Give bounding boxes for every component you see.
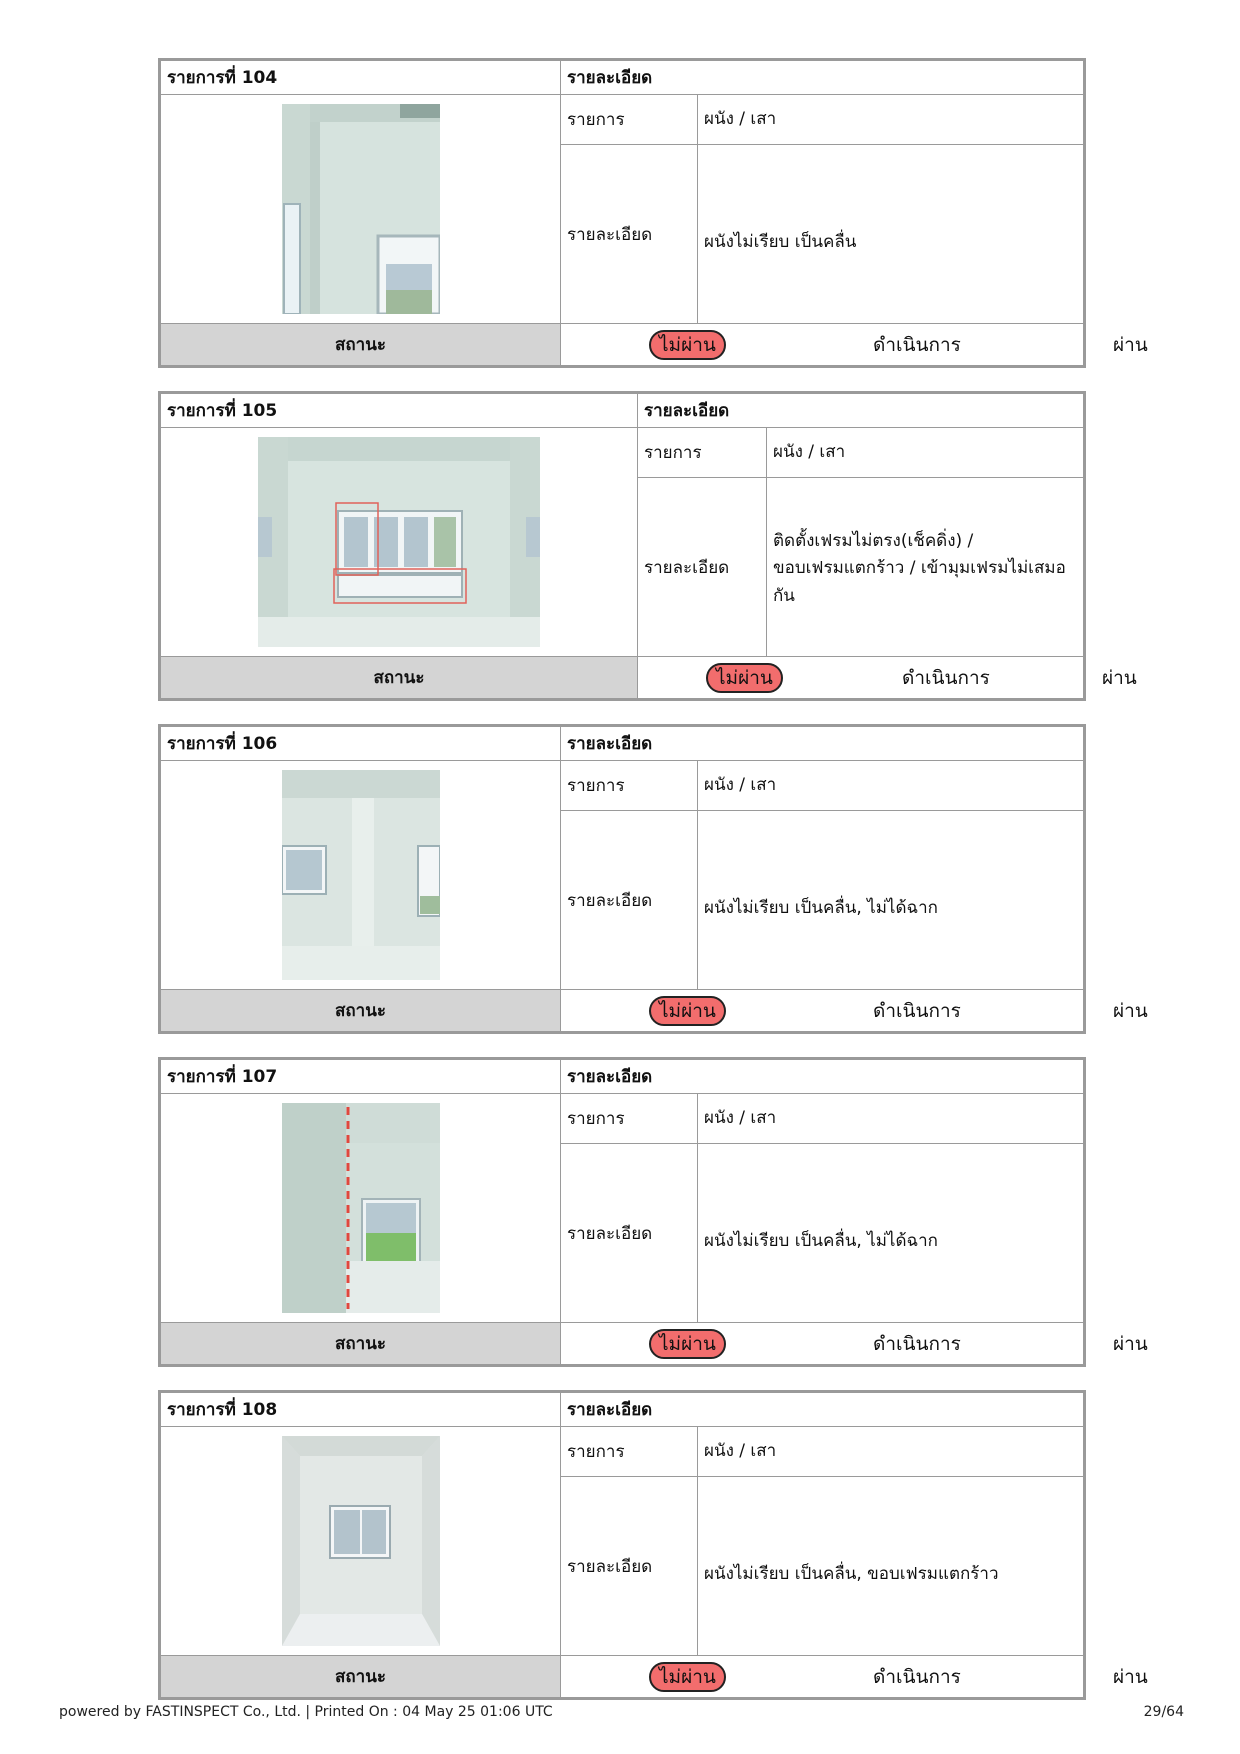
status-fail: ไม่ผ่าน [649, 330, 726, 360]
inspection-photo [282, 1436, 440, 1646]
status-fail: ไม่ผ่าน [706, 663, 783, 693]
status-label: สถานะ [161, 990, 561, 1032]
status-options [638, 657, 1137, 699]
item-value: ผนัง / เสา [698, 1427, 1084, 1477]
status-label: สถานะ [161, 1656, 561, 1698]
item-value: ผนัง / เสา [698, 95, 1084, 145]
detail-header: รายละเอียด [561, 61, 1084, 95]
item-value: ผนัง / เสา [698, 761, 1084, 811]
status-options [561, 1323, 1148, 1365]
detail-label: รายละเอียด [561, 145, 698, 324]
detail-label: รายละเอียด [638, 478, 767, 657]
item-label: รายการ [561, 1094, 698, 1144]
item-title: รายการที่ 106 [161, 727, 561, 761]
photo-cell [161, 1094, 561, 1323]
detail-header: รายละเอียด [561, 727, 1084, 761]
status-in-progress: ดำเนินการ [873, 999, 961, 1022]
item-label: รายการ [638, 428, 767, 478]
detail-header: รายละเอียด [561, 1393, 1084, 1427]
photo-cell [161, 761, 561, 990]
status-options [561, 1656, 1148, 1698]
inspection-photo [258, 437, 540, 647]
status-in-progress: ดำเนินการ [873, 333, 961, 356]
page-number: 29/64 [1143, 1704, 1184, 1720]
footer-printed-on: powered by FASTINSPECT Co., Ltd. | Printed On : 04 May 25 01:06 UTC [59, 1704, 553, 1720]
item-title: รายการที่ 108 [161, 1393, 561, 1427]
status-in-progress: ดำเนินการ [873, 1332, 961, 1355]
detail-value: ผนังไม่เรียบ เป็นคลื่น [698, 145, 1084, 324]
detail-label: รายละเอียด [561, 811, 698, 990]
detail-value: ติดตั้งเฟรมไม่ตรง(เช็คดิ่ง) / ขอบเฟรมแตกร้าว / เข้ามุมเฟรมไม่เสมอกัน [767, 478, 1084, 657]
status-pass: ผ่าน [1102, 666, 1137, 689]
detail-label: รายละเอียด [561, 1144, 698, 1323]
status-pass: ผ่าน [1113, 333, 1148, 356]
inspection-photo [282, 104, 440, 314]
status-pass: ผ่าน [1113, 1665, 1148, 1688]
item-label: รายการ [561, 1427, 698, 1477]
detail-header: รายละเอียด [561, 1060, 1084, 1094]
detail-value: ผนังไม่เรียบ เป็นคลื่น, ไม่ได้ฉาก [698, 811, 1084, 990]
inspection-card-104 [158, 58, 1148, 368]
status-fail: ไม่ผ่าน [649, 996, 726, 1026]
status-fail: ไม่ผ่าน [649, 1662, 726, 1692]
item-title: รายการที่ 104 [161, 61, 561, 95]
status-pass: ผ่าน [1113, 999, 1148, 1022]
status-pass: ผ่าน [1113, 1332, 1148, 1355]
status-in-progress: ดำเนินการ [873, 1665, 961, 1688]
status-label: สถานะ [161, 657, 638, 699]
status-options [561, 990, 1148, 1032]
detail-value: ผนังไม่เรียบ เป็นคลื่น, ไม่ได้ฉาก [698, 1144, 1084, 1323]
photo-cell [161, 428, 638, 657]
status-options [561, 324, 1148, 366]
detail-value: ผนังไม่เรียบ เป็นคลื่น, ขอบเฟรมแตกร้าว [698, 1477, 1084, 1656]
detail-label: รายละเอียด [561, 1477, 698, 1656]
inspection-card-105 [158, 391, 1137, 701]
status-in-progress: ดำเนินการ [902, 666, 990, 689]
photo-cell [161, 95, 561, 324]
item-value: ผนัง / เสา [698, 1094, 1084, 1144]
detail-header: รายละเอียด [638, 394, 1084, 428]
item-label: รายการ [561, 761, 698, 811]
item-value: ผนัง / เสา [767, 428, 1084, 478]
status-fail: ไม่ผ่าน [649, 1329, 726, 1359]
status-label: สถานะ [161, 1323, 561, 1365]
inspection-photo [282, 1103, 440, 1313]
inspection-card-106 [158, 724, 1148, 1034]
inspection-photo [282, 770, 440, 980]
inspection-card-107 [158, 1057, 1148, 1367]
item-title: รายการที่ 107 [161, 1060, 561, 1094]
photo-cell [161, 1427, 561, 1656]
item-label: รายการ [561, 95, 698, 145]
status-label: สถานะ [161, 324, 561, 366]
inspection-card-108 [158, 1390, 1148, 1700]
item-title: รายการที่ 105 [161, 394, 638, 428]
